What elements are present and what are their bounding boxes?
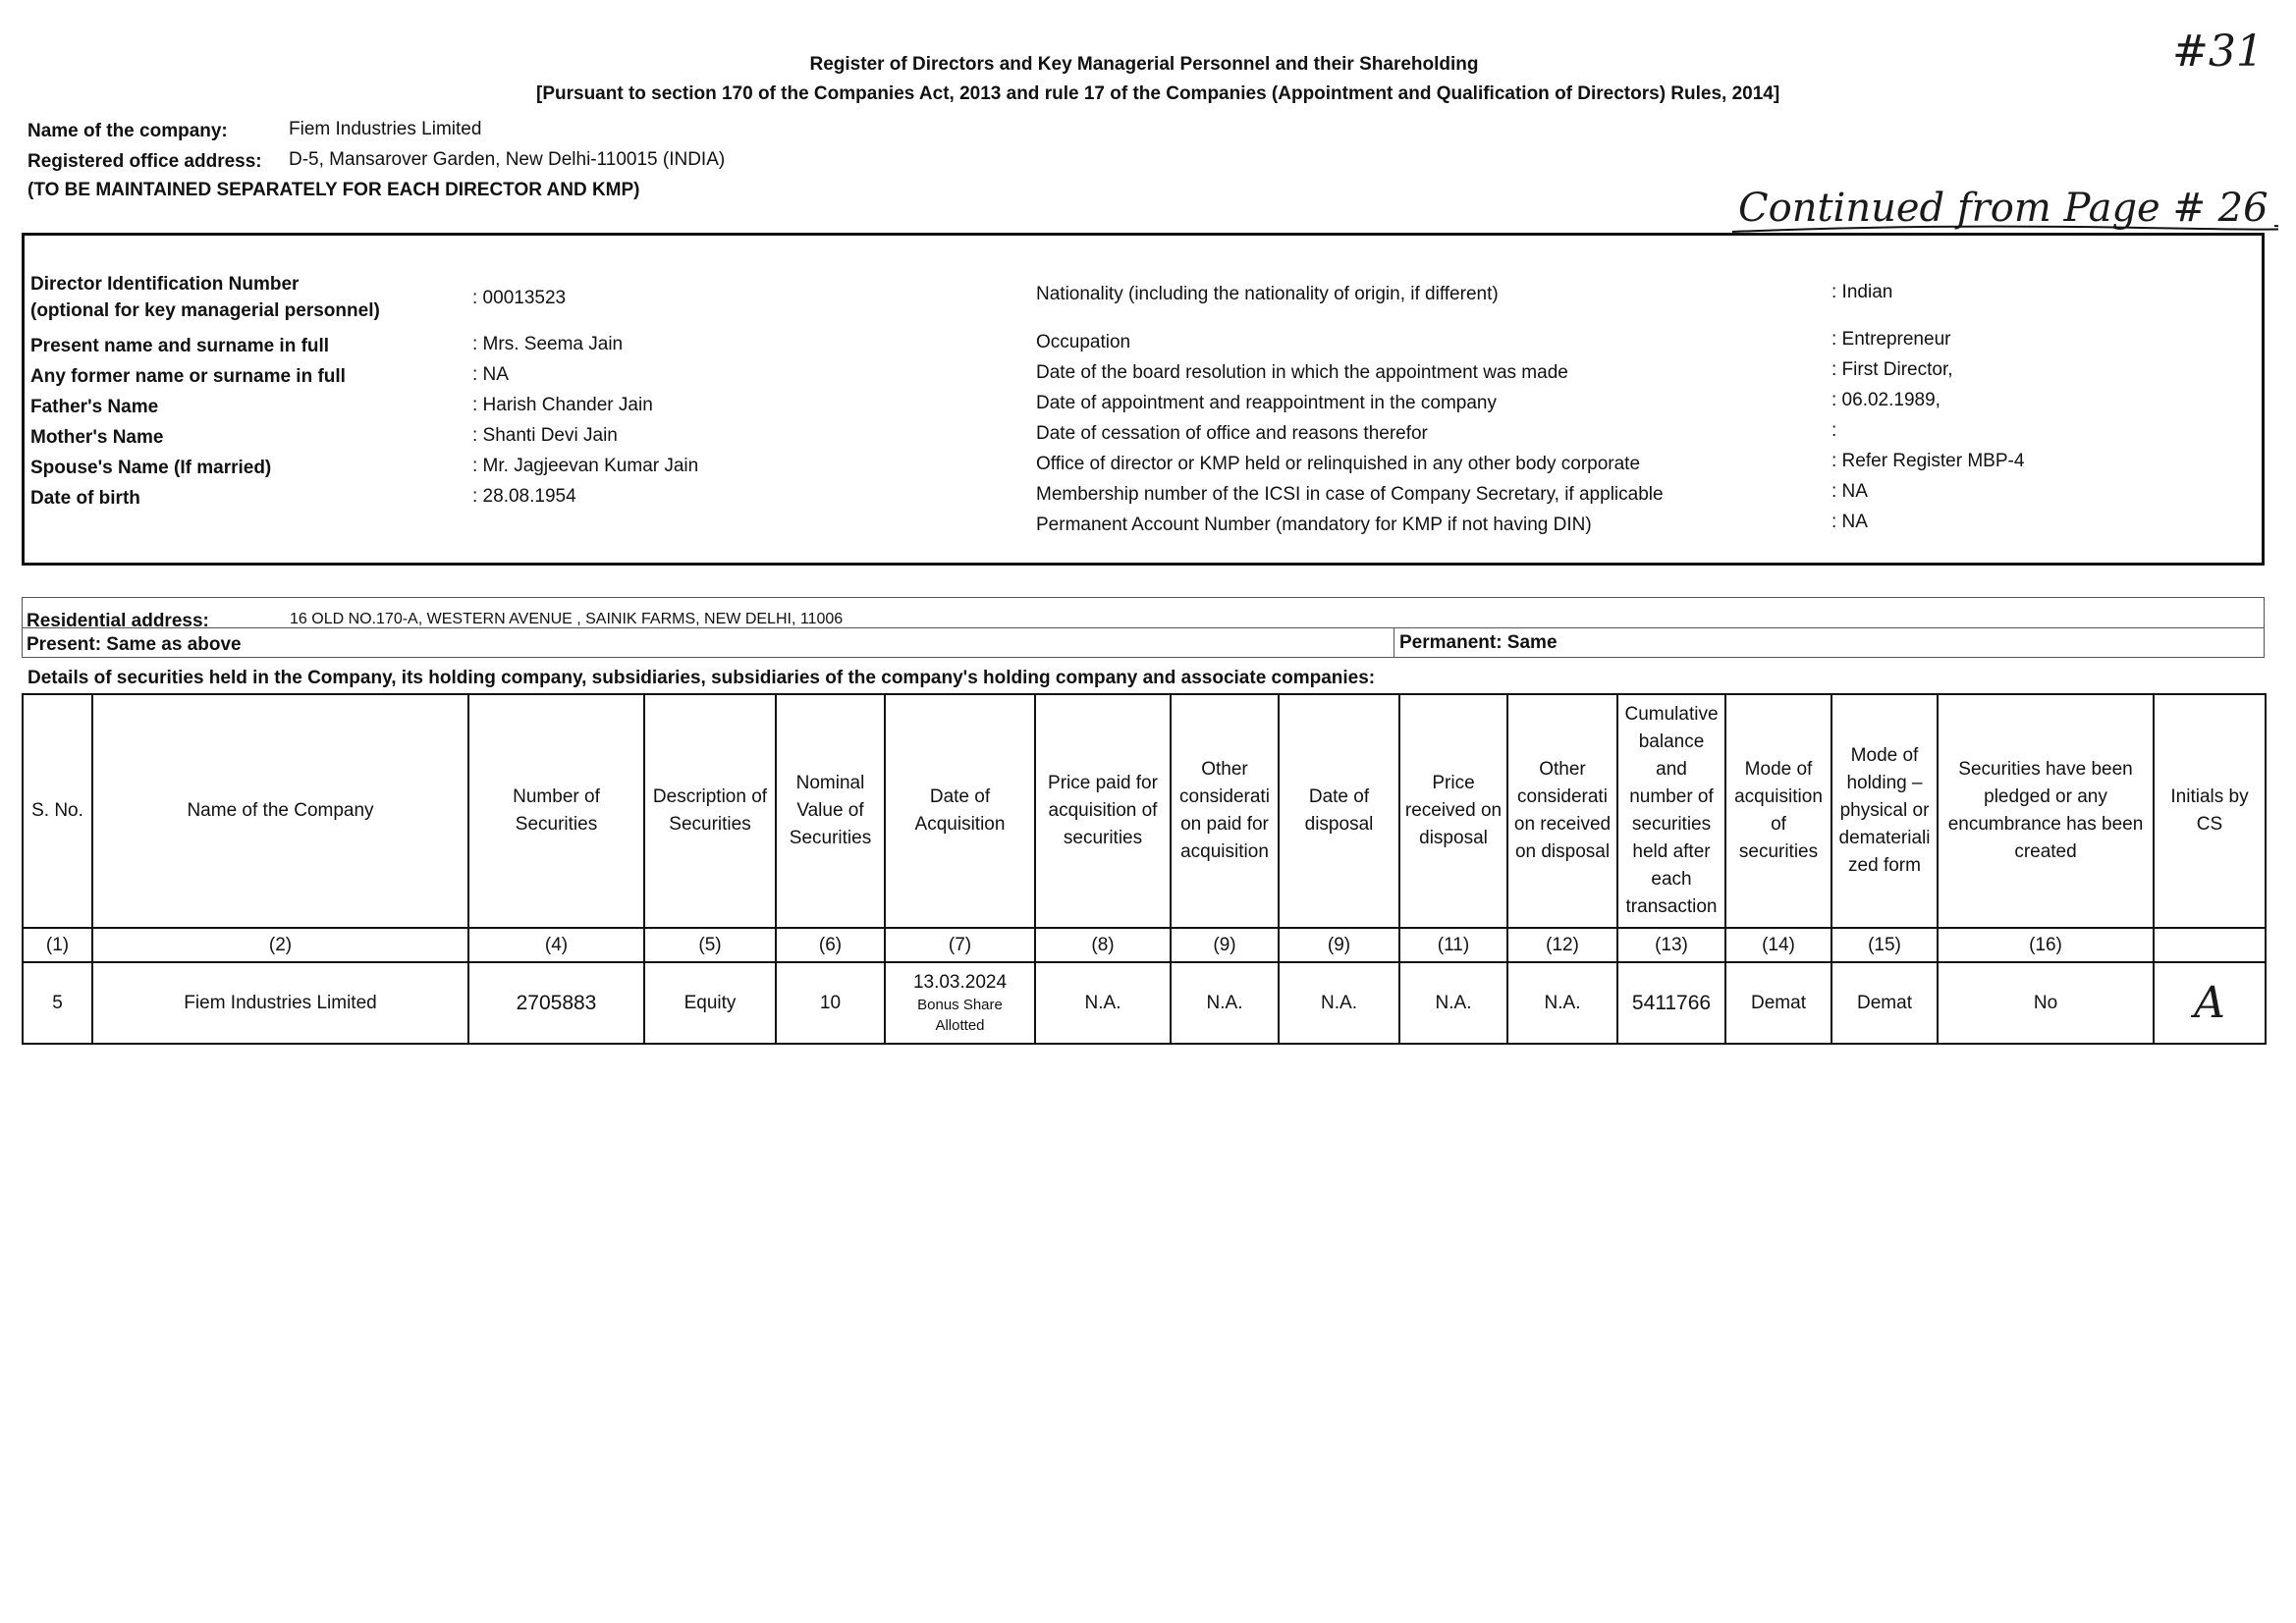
securities-header-row — [23, 694, 2266, 928]
former-name-label: Any former name or surname in full — [30, 366, 346, 387]
icsi-membership-value: : NA — [1831, 481, 1868, 502]
cell-nominal-value: 10 — [776, 962, 885, 1044]
col-description: Description of Securities — [644, 694, 776, 928]
col-price-received: Price received on disposal — [1399, 694, 1507, 928]
date-acquisition-value: 13.03.2024 — [912, 971, 1008, 993]
office-address-label: Registered office address: — [27, 151, 262, 172]
column-number: (8) — [1035, 928, 1171, 962]
maintain-note: (TO BE MAINTAINED SEPARATELY FOR EACH DIRECTOR AND KMP) — [27, 180, 640, 200]
occupation-label: Occupation — [1036, 332, 1131, 352]
column-number: (12) — [1507, 928, 1617, 962]
column-number: (5) — [644, 928, 776, 962]
cell-number-securities: 2705883 — [468, 962, 644, 1044]
col-mode-acquisition: Mode of acquisition of securities — [1725, 694, 1831, 928]
cell-other-consideration-paid: N.A. — [1171, 962, 1279, 1044]
office-address-value: D-5, Mansarover Garden, New Delhi-110015 (INDIA) — [289, 149, 726, 170]
col-other-consideration-paid: Other considerati on paid for acquisition — [1171, 694, 1279, 928]
register-subtitle: [Pursuant to section 170 of the Companies Act, 2013 and rule 17 of the Companies (Appointment and Qualification of Directors) Rules, 2014] — [536, 83, 1780, 104]
din-label: Director Identification Number — [30, 274, 300, 295]
cell-other-consideration-received: N.A. — [1507, 962, 1617, 1044]
father-name-value: : Harish Chander Jain — [472, 395, 653, 415]
cell-company-name: Fiem Industries Limited — [92, 962, 468, 1044]
col-mode-holding: Mode of holding – physical or demateriali zed form — [1831, 694, 1938, 928]
nationality-label: Nationality (including the nationality of origin, if different) — [1036, 284, 1499, 304]
cell-mode-acquisition: Demat — [1725, 962, 1831, 1044]
cell-sno: 5 — [23, 962, 92, 1044]
other-office-label: Office of director or KMP held or relinquished in any other body corporate — [1036, 454, 1641, 474]
cell-pledged: No — [1938, 962, 2154, 1044]
residential-address-value: 16 OLD NO.170-A, WESTERN AVENUE , SAINIK FARMS, NEW DELHI, 11006 — [290, 611, 844, 627]
board-resolution-value: : First Director, — [1831, 359, 1953, 380]
column-number: (7) — [885, 928, 1035, 962]
date-acquisition-note: Allotted — [935, 1016, 985, 1034]
present-name-value: : Mrs. Seema Jain — [472, 334, 624, 354]
company-name-value: Fiem Industries Limited — [289, 119, 482, 139]
father-name-label: Father's Name — [30, 397, 159, 417]
nationality-value: : Indian — [1831, 282, 1893, 302]
col-date-disposal: Date of disposal — [1279, 694, 1399, 928]
cell-description: Equity — [644, 962, 776, 1044]
mother-name-value: : Shanti Devi Jain — [472, 425, 618, 446]
column-number: (4) — [468, 928, 644, 962]
pan-value: : NA — [1831, 512, 1868, 532]
column-number: (1) — [23, 928, 92, 962]
din-label-note: (optional for key managerial personnel) — [30, 300, 380, 321]
cessation-value: : — [1831, 420, 1837, 441]
col-other-consideration-received: Other considerati on received on disposal — [1507, 694, 1617, 928]
cell-date-acquisition — [885, 962, 1035, 1044]
dob-value: : 28.08.1954 — [472, 486, 576, 507]
col-company-name: Name of the Company — [92, 694, 468, 928]
date-acquisition-note: Bonus Share — [917, 996, 1003, 1013]
column-number: (6) — [776, 928, 885, 962]
spouse-name-label: Spouse's Name (If married) — [30, 458, 272, 478]
column-number: (2) — [92, 928, 468, 962]
column-number: (16) — [1938, 928, 2154, 962]
col-pledged: Securities have been pledged or any encumbrance has been created — [1938, 694, 2154, 928]
former-name-value: : NA — [472, 364, 509, 385]
mother-name-label: Mother's Name — [30, 427, 164, 448]
director-details-box — [22, 233, 2265, 566]
cell-price-paid: N.A. — [1035, 962, 1171, 1044]
cell-mode-holding: Demat — [1831, 962, 1938, 1044]
spouse-name-value: : Mr. Jagjeevan Kumar Jain — [472, 456, 699, 476]
dob-label: Date of birth — [30, 488, 140, 509]
icsi-membership-label: Membership number of the ICSI in case of Company Secretary, if applicable — [1036, 484, 1664, 505]
address-box — [22, 597, 2265, 658]
continued-note: Continued from Page # 26 — [1738, 186, 2269, 231]
page-mark: #31 — [2172, 27, 2264, 77]
table-row — [23, 962, 2266, 1044]
col-cumulative-balance: Cumulative balance and number of securities held after each transaction — [1617, 694, 1725, 928]
col-sno: S. No. — [23, 694, 92, 928]
din-value: : 00013523 — [472, 288, 567, 308]
column-number: (9) — [1171, 928, 1279, 962]
board-resolution-label: Date of the board resolution in which the appointment was made — [1036, 362, 1568, 383]
column-number — [2154, 928, 2266, 962]
appointment-date-label: Date of appointment and reappointment in the company — [1036, 393, 1497, 413]
securities-table — [22, 693, 2267, 1045]
cell-cumulative-balance: 5411766 — [1617, 962, 1725, 1044]
cell-date-disposal: N.A. — [1279, 962, 1399, 1044]
other-office-value: : Refer Register MBP-4 — [1831, 451, 2025, 471]
occupation-value: : Entrepreneur — [1831, 329, 1951, 350]
present-name-label: Present name and surname in full — [30, 336, 330, 356]
permanent-address: Permanent: Same — [1399, 632, 1558, 653]
column-number: (9) — [1279, 928, 1399, 962]
col-nominal-value: Nominal Value of Securities — [776, 694, 885, 928]
col-number-securities: Number of Securities — [468, 694, 644, 928]
cessation-label: Date of cessation of office and reasons therefor — [1036, 423, 1428, 444]
pan-label: Permanent Account Number (mandatory for KMP if not having DIN) — [1036, 514, 1592, 535]
initials-signature: A — [2194, 977, 2225, 1028]
column-number: (14) — [1725, 928, 1831, 962]
securities-heading: Details of securities held in the Company, its holding company, subsidiaries, subsidiaries of the company's holding company and associate companies: — [27, 668, 1376, 688]
appointment-date-value: : 06.02.1989, — [1831, 390, 1941, 410]
cell-initials — [2154, 962, 2266, 1044]
col-price-paid: Price paid for acquisition of securities — [1035, 694, 1171, 928]
register-title: Register of Directors and Key Managerial Personnel and their Shareholding — [809, 54, 1479, 75]
col-initials: Initials by CS — [2154, 694, 2266, 928]
present-address: Present: Same as above — [27, 634, 242, 655]
residential-address-label: Residential address: — [27, 611, 209, 631]
column-number: (11) — [1399, 928, 1507, 962]
column-number: (13) — [1617, 928, 1725, 962]
column-number-row — [23, 928, 2266, 962]
cell-price-received: N.A. — [1399, 962, 1507, 1044]
col-date-acquisition: Date of Acquisition — [885, 694, 1035, 928]
company-name-label: Name of the company: — [27, 121, 228, 141]
column-number: (15) — [1831, 928, 1938, 962]
